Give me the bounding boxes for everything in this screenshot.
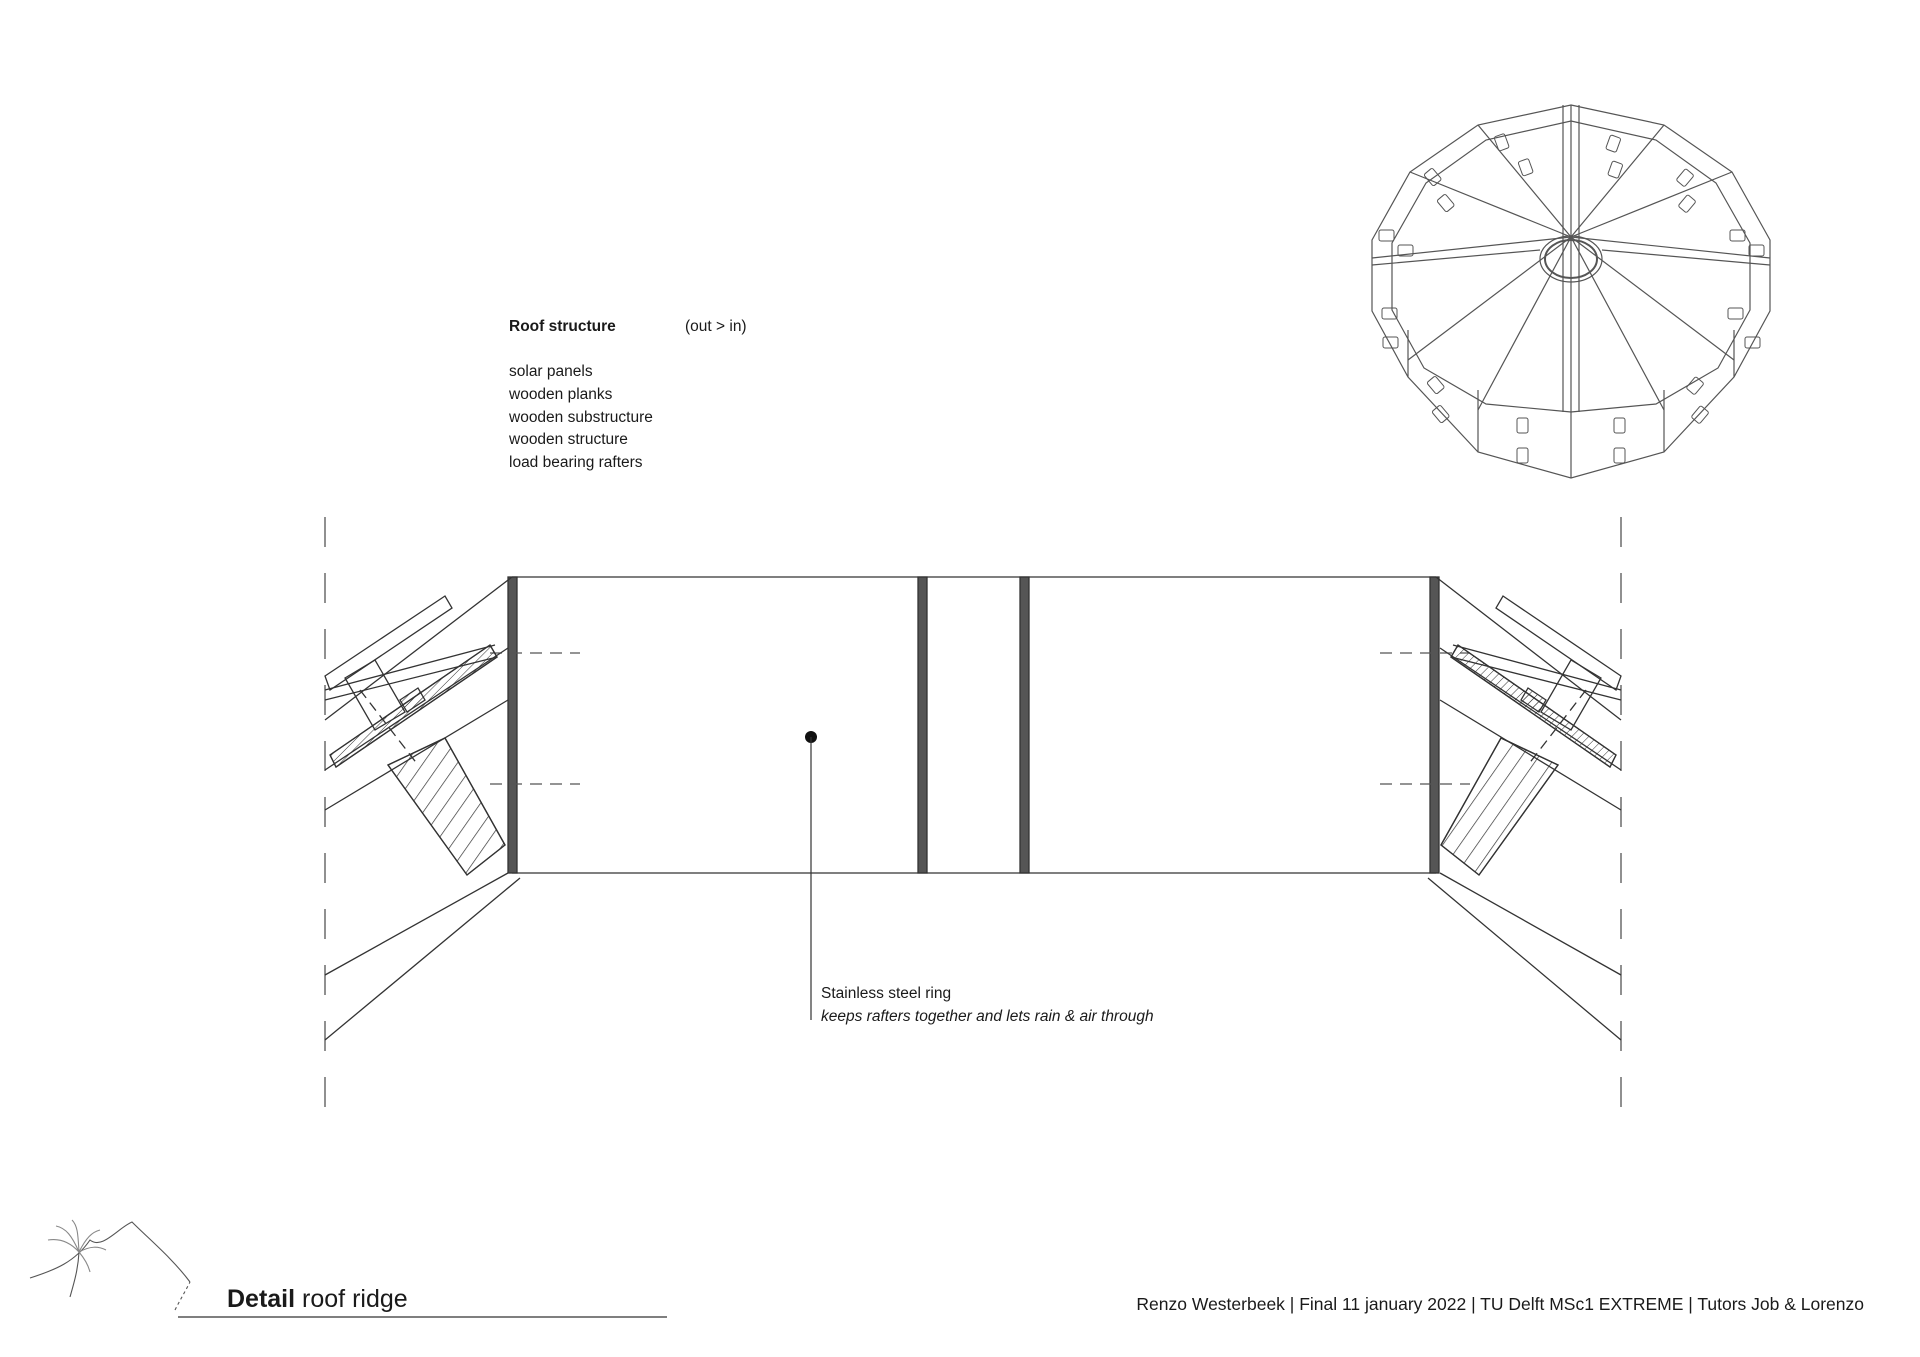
right-solar-panel — [1496, 596, 1621, 690]
legend-subtitle: (out > in) — [685, 318, 747, 335]
callout-leader — [805, 731, 817, 1020]
footer-credits: Renzo Westerbeek | Final 11 january 2022 | TU Delft MSc1 EXTREME | Tutors Job & Lorenzo — [1136, 1294, 1864, 1314]
roof-structure-legend — [509, 316, 747, 475]
page-title-rest: roof ridge — [295, 1285, 408, 1313]
callout-title: Stainless steel ring — [821, 985, 952, 1002]
callout-note: keeps rafters together and lets rain & air through — [821, 1007, 1154, 1025]
plan-rafters — [1372, 105, 1770, 412]
legend-title: Roof structure — [509, 318, 616, 335]
page-title-bold: Detail — [227, 1285, 296, 1313]
legend-item: solar panels — [509, 363, 593, 380]
left-load-bearing-rafter — [388, 738, 505, 875]
legend-item: load bearing rafters — [509, 454, 643, 472]
left-solar-panel — [325, 596, 452, 690]
palm-hill-logo-icon — [30, 1220, 190, 1310]
left-roof-buildup — [325, 577, 520, 1040]
hidden-dashed-lines — [490, 653, 1470, 784]
roof-plan-view — [1372, 105, 1770, 478]
steel-ring-callout — [821, 983, 1154, 1029]
legend-item: wooden structure — [509, 431, 628, 449]
right-load-bearing-rafter — [1441, 738, 1558, 875]
steel-ring-plates — [508, 577, 1439, 873]
page-title — [227, 1285, 408, 1314]
legend-list — [509, 361, 653, 475]
right-roof-buildup — [1428, 577, 1621, 1040]
legend-item: wooden planks — [509, 385, 613, 403]
legend-item: wooden substructure — [509, 408, 653, 426]
